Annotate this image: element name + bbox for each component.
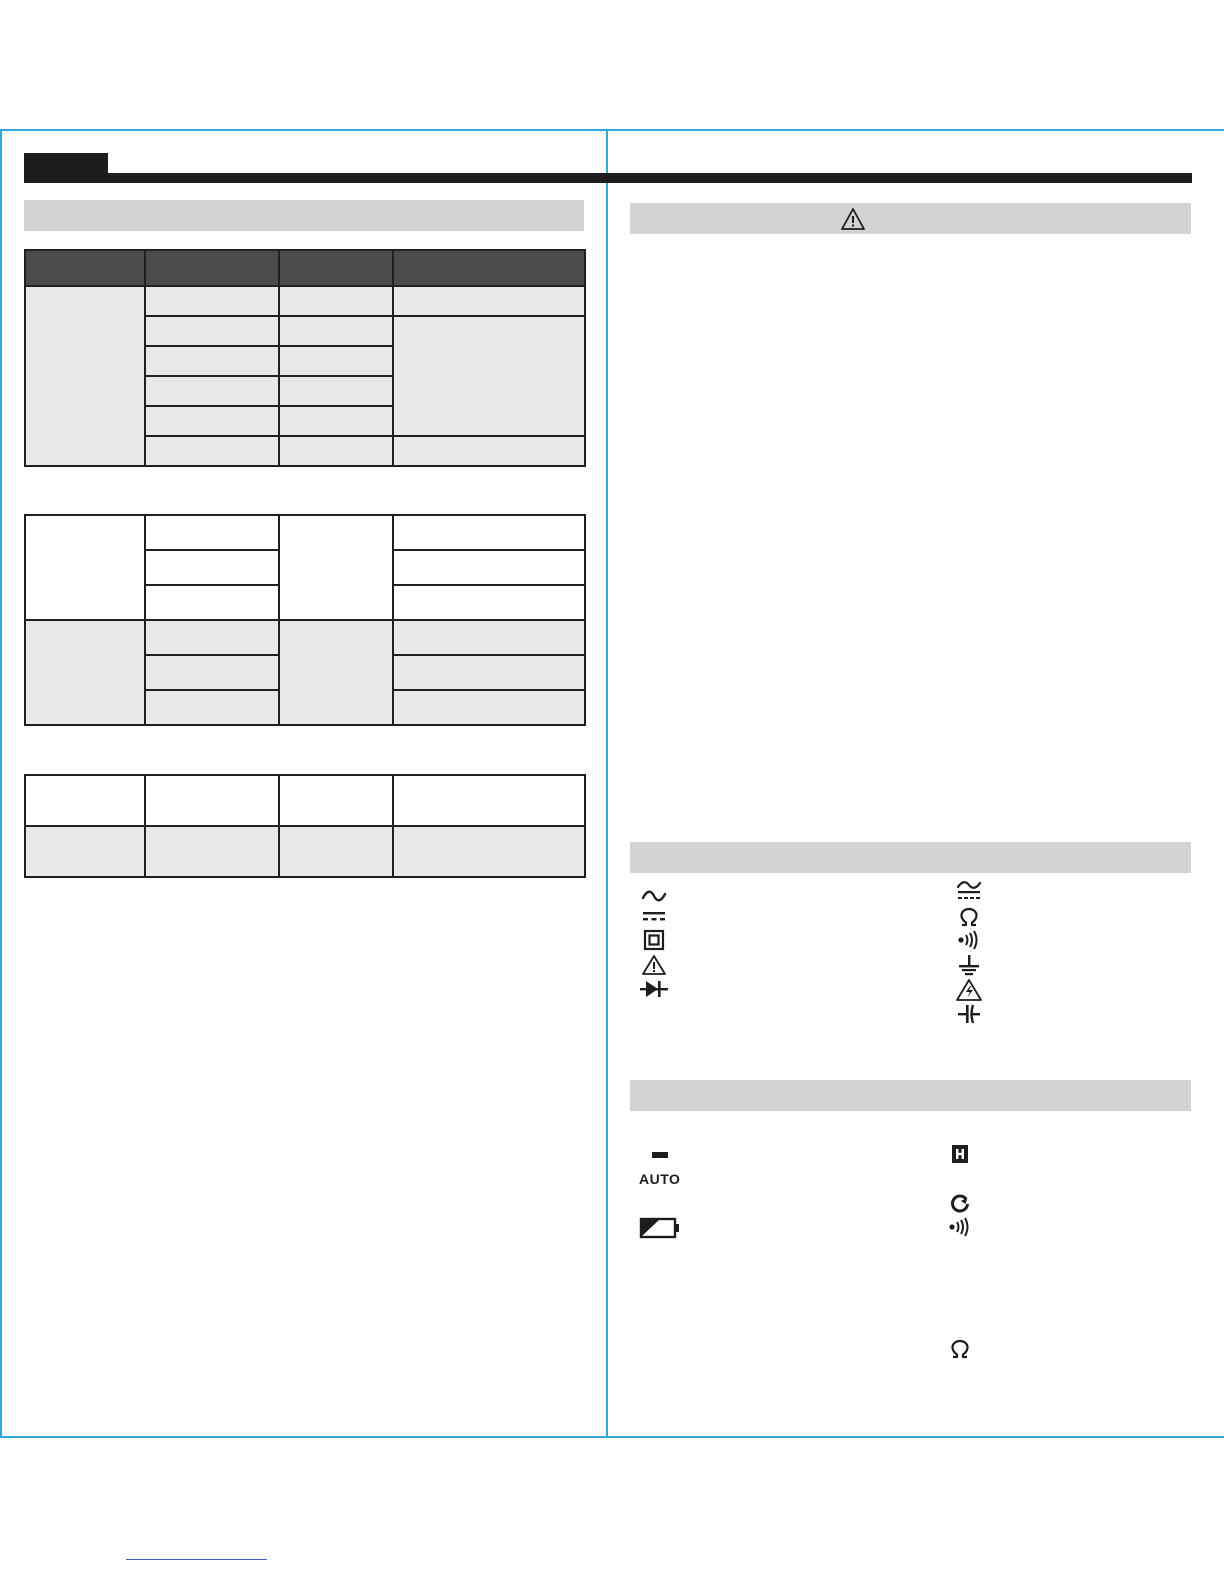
low-battery-icon — [639, 1217, 681, 1239]
table-cell — [145, 826, 279, 877]
table-cell — [279, 620, 393, 725]
spec-table-3 — [24, 774, 586, 878]
continuity-sound-icon — [945, 1215, 975, 1239]
table-cell — [25, 286, 145, 466]
table-cell — [393, 316, 585, 436]
table-cell — [145, 346, 279, 376]
table-cell — [145, 690, 279, 725]
table-cell — [279, 826, 393, 877]
page-frame-top — [0, 129, 1224, 131]
table-cell — [145, 376, 279, 406]
table-header-cell — [145, 250, 279, 286]
table-header-cell — [279, 250, 393, 286]
warning-triangle-icon — [841, 207, 865, 231]
footer-link-underline[interactable] — [126, 1559, 267, 1560]
spec-table-1 — [24, 249, 586, 467]
table-cell — [25, 826, 145, 877]
table-cell — [145, 286, 279, 316]
warning-band — [630, 203, 1191, 234]
table-cell — [393, 515, 585, 550]
table-header-cell — [393, 250, 585, 286]
specifications-band — [24, 200, 584, 231]
table-cell — [25, 515, 145, 620]
table-cell — [279, 346, 393, 376]
auto-power-off-icon — [945, 1191, 975, 1215]
dc-line-icon — [639, 904, 669, 928]
table-cell — [145, 620, 279, 655]
diode-icon — [639, 977, 669, 1001]
table-cell — [279, 376, 393, 406]
table-cell — [145, 316, 279, 346]
electric-shock-warning-icon — [954, 978, 984, 1002]
table-cell — [279, 515, 393, 620]
capacitor-icon — [954, 1002, 984, 1026]
double-insulation-icon — [639, 928, 669, 952]
table-cell — [393, 690, 585, 725]
table-cell — [145, 436, 279, 466]
table-cell — [145, 550, 279, 585]
minus-sign-icon — [645, 1143, 675, 1167]
table-cell — [393, 286, 585, 316]
table-cell — [393, 775, 585, 826]
table-cell — [145, 775, 279, 826]
data-hold-icon — [945, 1142, 975, 1166]
ohm-icon — [954, 905, 984, 929]
page-frame-left — [0, 129, 2, 1438]
table-cell — [279, 286, 393, 316]
table-cell — [393, 620, 585, 655]
table-cell — [145, 406, 279, 436]
ground-icon — [954, 953, 984, 977]
table-cell — [393, 826, 585, 877]
symbols-band — [630, 842, 1191, 873]
continuity-sound-icon — [954, 928, 984, 952]
table-cell — [25, 620, 145, 725]
page-column-divider — [606, 129, 608, 1438]
table-cell — [279, 406, 393, 436]
table-cell — [279, 775, 393, 826]
auto-range-label: AUTO — [639, 1171, 681, 1187]
page-frame-bottom — [0, 1436, 1224, 1438]
table-cell — [145, 515, 279, 550]
table-cell — [279, 316, 393, 346]
table-cell — [145, 585, 279, 620]
table-cell — [393, 550, 585, 585]
table-cell — [393, 436, 585, 466]
ac-dc-icon — [954, 879, 984, 903]
table-cell — [145, 655, 279, 690]
warning-triangle-icon — [639, 953, 669, 977]
table-cell — [393, 585, 585, 620]
header-rule — [24, 173, 1192, 183]
spec-table-2 — [24, 514, 586, 726]
table-cell — [279, 436, 393, 466]
table-cell — [25, 775, 145, 826]
display-band — [630, 1080, 1191, 1111]
table-cell — [393, 655, 585, 690]
table-header-cell — [25, 250, 145, 286]
ohm-icon — [945, 1337, 975, 1361]
